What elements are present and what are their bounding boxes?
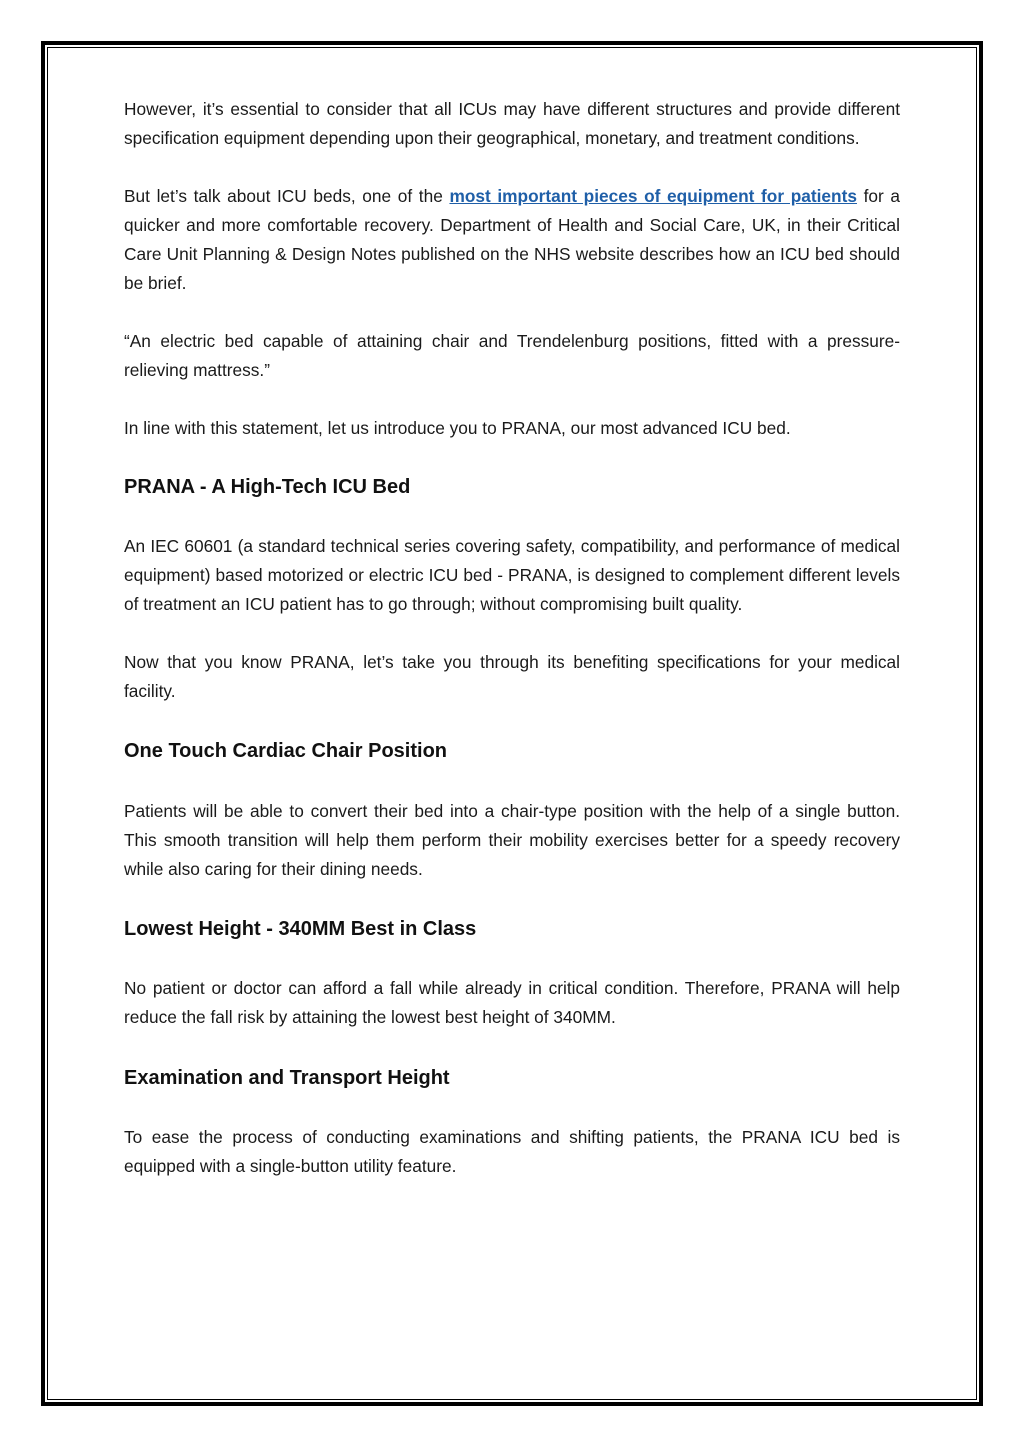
paragraph-icu-beds [124, 182, 900, 298]
paragraph-icu-beds-intro: But let’s talk about ICU beds, one of the [124, 186, 450, 206]
paragraph-specifications: Now that you know PRANA, let’s take you through its benefiting specifications for your medical facility. [124, 652, 900, 701]
document-body [124, 95, 900, 1181]
heading-examination: Examination and Transport Height [124, 1067, 450, 1089]
quote-paragraph: “An electric bed capable of attaining chair and Trendelenburg positions, fitted with a pressure-relieving mattress.” [124, 331, 900, 380]
heading-cardiac-chair: One Touch Cardiac Chair Position [124, 740, 448, 762]
heading-lowest-height: Lowest Height - 340MM Best in Class [124, 918, 477, 940]
paragraph-icu-beds-rest: for a quicker and more comfortable recovery. Department of Health and Social Care, UK, in their Critical Care Unit Planning & Design Notes published on the NHS website describes how an ICU bed should be brief. [124, 186, 901, 293]
paragraph-cardiac-chair: Patients will be able to convert their bed into a chair-type position with the help of a single button. This smooth transition will help them perform their mobility exercises better for a speedy recovery while also caring for their dining needs. [124, 801, 900, 879]
paragraph-examination: To ease the process of conducting examinations and shifting patients, the PRANA ICU bed is equipped with a single-button utility feature. [124, 1127, 900, 1176]
heading-prana: PRANA - A High-Tech ICU Bed [124, 476, 411, 498]
equipment-link[interactable]: most important pieces of equipment for patients [449, 186, 857, 206]
paragraph-iec-standard: An IEC 60601 (a standard technical series covering safety, compatibility, and performance of medical equipment) based motorized or electric ICU bed - PRANA, is designed to complement different levels of treatment an ICU patient has to go through; without compromising built quality. [124, 536, 900, 614]
paragraph-lowest-height: No patient or doctor can afford a fall while already in critical condition. Therefore, PRANA will help reduce the fall risk by attaining the lowest best height of 340MM. [124, 978, 900, 1027]
paragraph-prana-intro: In line with this statement, let us introduce you to PRANA, our most advanced ICU bed. [124, 418, 791, 438]
paragraph-icu-structures: However, it’s essential to consider that all ICUs may have different structures and provide different specification equipment depending upon their geographical, monetary, and treatment conditions. [124, 99, 900, 148]
